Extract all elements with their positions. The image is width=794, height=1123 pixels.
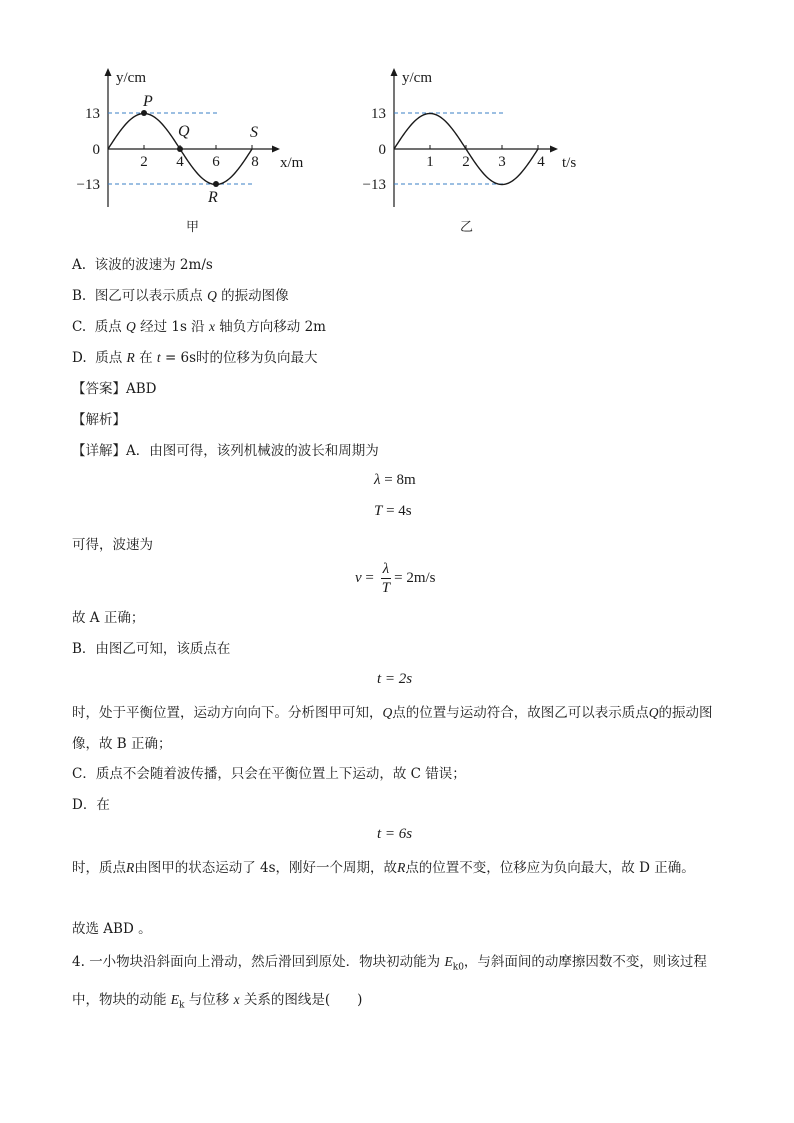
q4-ek0-sub: k0: [452, 962, 464, 973]
equation-t6: t = 6s: [377, 826, 413, 842]
y-tick-0: 0: [92, 142, 100, 158]
figure-jia-svg: [76, 62, 320, 212]
option-d-var: R: [126, 350, 135, 365]
option-a-label: A.: [72, 257, 87, 273]
q4-x: x: [233, 991, 240, 1007]
eq-lambda-rhs: = 8m: [380, 472, 416, 488]
answer-value: ABD: [126, 381, 157, 397]
t-tick-2: 2: [462, 154, 470, 170]
eq-v-denominator: T: [381, 580, 391, 596]
option-d-mid: 在: [139, 350, 153, 366]
detail-d-text-3: 点的位置不变，位移应为负向最大，故 D 正确。: [405, 860, 695, 876]
y-axis-label: y/cm: [402, 70, 432, 86]
q4-text-1: 一小物块沿斜面向上滑动，然后滑回到原处．物块初动能为: [89, 954, 445, 970]
detail-d-intro: D．在: [72, 797, 110, 813]
final-answer: 故选 ABD 。: [72, 921, 152, 937]
option-c-pre: 质点: [94, 319, 122, 335]
y-tick-neg13: −13: [362, 177, 386, 193]
figure-yi-svg: [362, 62, 606, 212]
detail-d-text-2: 由图甲的状态运动了 4s，刚好一个周期，故: [134, 860, 398, 876]
question-4: [72, 946, 732, 1021]
label-r: R: [208, 189, 218, 206]
detail-d-text-1: 时，质点: [72, 860, 126, 876]
q4-ek: E: [170, 991, 180, 1007]
eq-lambda-lhs: λ: [374, 472, 381, 488]
figure-yi: [362, 62, 606, 212]
q4-text-2: ，与斜面间的动摩擦因数不变，则该过程中，物块的动能: [72, 954, 707, 1008]
x-tick-6: 6: [212, 154, 220, 170]
speed-intro: 可得，波速为: [72, 537, 153, 553]
option-a: [72, 255, 213, 275]
x-tick-4: 4: [176, 154, 184, 170]
option-c: [72, 317, 326, 337]
point-q-dot: [177, 146, 183, 152]
option-d: [72, 348, 318, 368]
point-p-dot: [141, 110, 147, 116]
x-axis-label: x/m: [280, 155, 304, 171]
option-c-var2: x: [208, 319, 215, 334]
y-tick-13: 13: [85, 106, 100, 122]
detail-a-text: A．由图可得，该列机械波的波长和周期为: [126, 443, 379, 459]
equation-t2: t = 2s: [377, 671, 413, 687]
label-q: Q: [178, 123, 190, 140]
y-tick-neg13: −13: [76, 177, 100, 193]
detail-b-text-1: 时，处于平衡位置，运动方向向下。分析图甲可知，: [72, 705, 383, 721]
option-d-pre: 质点: [95, 350, 123, 366]
detail-d-text: [72, 852, 732, 884]
figure-yi-caption: 乙: [460, 220, 474, 235]
option-b-var: Q: [207, 288, 217, 303]
x-tick-marks: [430, 145, 538, 149]
option-c-var: Q: [126, 319, 136, 334]
y-axis-label: y/cm: [116, 70, 146, 86]
option-c-label: C.: [72, 319, 87, 335]
equation-lambda: [374, 472, 416, 489]
eq-v-lhs: v: [355, 569, 362, 586]
y-tick-0: 0: [378, 142, 386, 158]
x-tick-marks: [144, 145, 252, 149]
axis-y-arrow-icon: [391, 68, 398, 76]
detail-d-var-r2: R: [397, 860, 406, 875]
option-b-label: B.: [72, 288, 87, 304]
eq-v-numerator: λ: [382, 561, 390, 577]
option-d-post: = 6s时的位移为负向最大: [164, 350, 318, 366]
option-a-text: 该波的波速为 2m/s: [94, 257, 213, 273]
detail-tag: 【详解】: [72, 443, 126, 459]
option-d-label: D.: [72, 350, 87, 366]
option-d-var2: t: [156, 350, 161, 365]
option-b-pre: 图乙可以表示质点: [94, 288, 203, 304]
t-tick-4: 4: [537, 154, 545, 170]
eq-t-lhs: T: [374, 503, 383, 519]
eq-t-rhs: = 4s: [382, 503, 412, 519]
q4-text-3: 与位移: [184, 991, 234, 1008]
detail-b-var-q1: Q: [382, 705, 393, 720]
option-c-post: 轴负方向移动 2m: [219, 319, 326, 335]
option-b-post: 的振动图像: [221, 288, 289, 304]
detail-c-text: C．质点不会随着波传播，只会在平衡位置上下运动，故 C 错误；: [72, 766, 466, 782]
figure-jia-caption: 甲: [186, 220, 200, 235]
detail-a-intro: [72, 441, 379, 461]
figure-jia: [76, 62, 320, 212]
axis-x-arrow-icon: [272, 146, 280, 153]
eq-v-rhs: = 2m/s: [394, 569, 436, 586]
label-p: P: [143, 93, 153, 110]
eq-v-fraction: [381, 560, 392, 597]
detail-b-text-2: 点的位置与运动符合，故图乙可以表示质点: [392, 705, 649, 721]
detail-d-var-r1: R: [126, 860, 135, 875]
x-tick-8: 8: [251, 154, 259, 170]
detail-b-text-3: 的振动图像，故 B 正确；: [72, 705, 713, 752]
detail-b-intro: B．由图乙可知，该质点在: [72, 641, 231, 657]
equation-period: [374, 503, 412, 520]
q4-text-4: 关系的图线是( ): [239, 991, 363, 1008]
x-tick-2: 2: [140, 154, 148, 170]
answer-tag: 【答案】: [72, 381, 126, 397]
detail-b-var-q2: Q: [648, 705, 659, 720]
detail-a-conclusion: 故 A 正确；: [72, 610, 145, 626]
q4-ek0: E: [444, 954, 453, 969]
t-tick-1: 1: [426, 154, 434, 170]
answer-line: [72, 379, 157, 399]
t-tick-3: 3: [498, 154, 506, 170]
axis-y-arrow-icon: [105, 68, 112, 76]
equation-speed: v = $\frac{\lambda}{T}$ = 2m/s: [355, 561, 436, 596]
y-tick-13: 13: [371, 106, 386, 122]
q4-number: 4.: [72, 954, 85, 970]
point-r-dot: [213, 181, 219, 187]
option-b: [72, 286, 289, 306]
option-c-mid: 经过 1s 沿: [140, 319, 205, 335]
label-s: S: [250, 124, 258, 141]
q4-ek-sub: k: [179, 1000, 185, 1011]
detail-b-text: [72, 697, 732, 760]
analysis-tag: 【解析】: [72, 412, 126, 428]
x-axis-label: t/s: [562, 155, 577, 171]
axis-x-arrow-icon: [550, 146, 558, 153]
